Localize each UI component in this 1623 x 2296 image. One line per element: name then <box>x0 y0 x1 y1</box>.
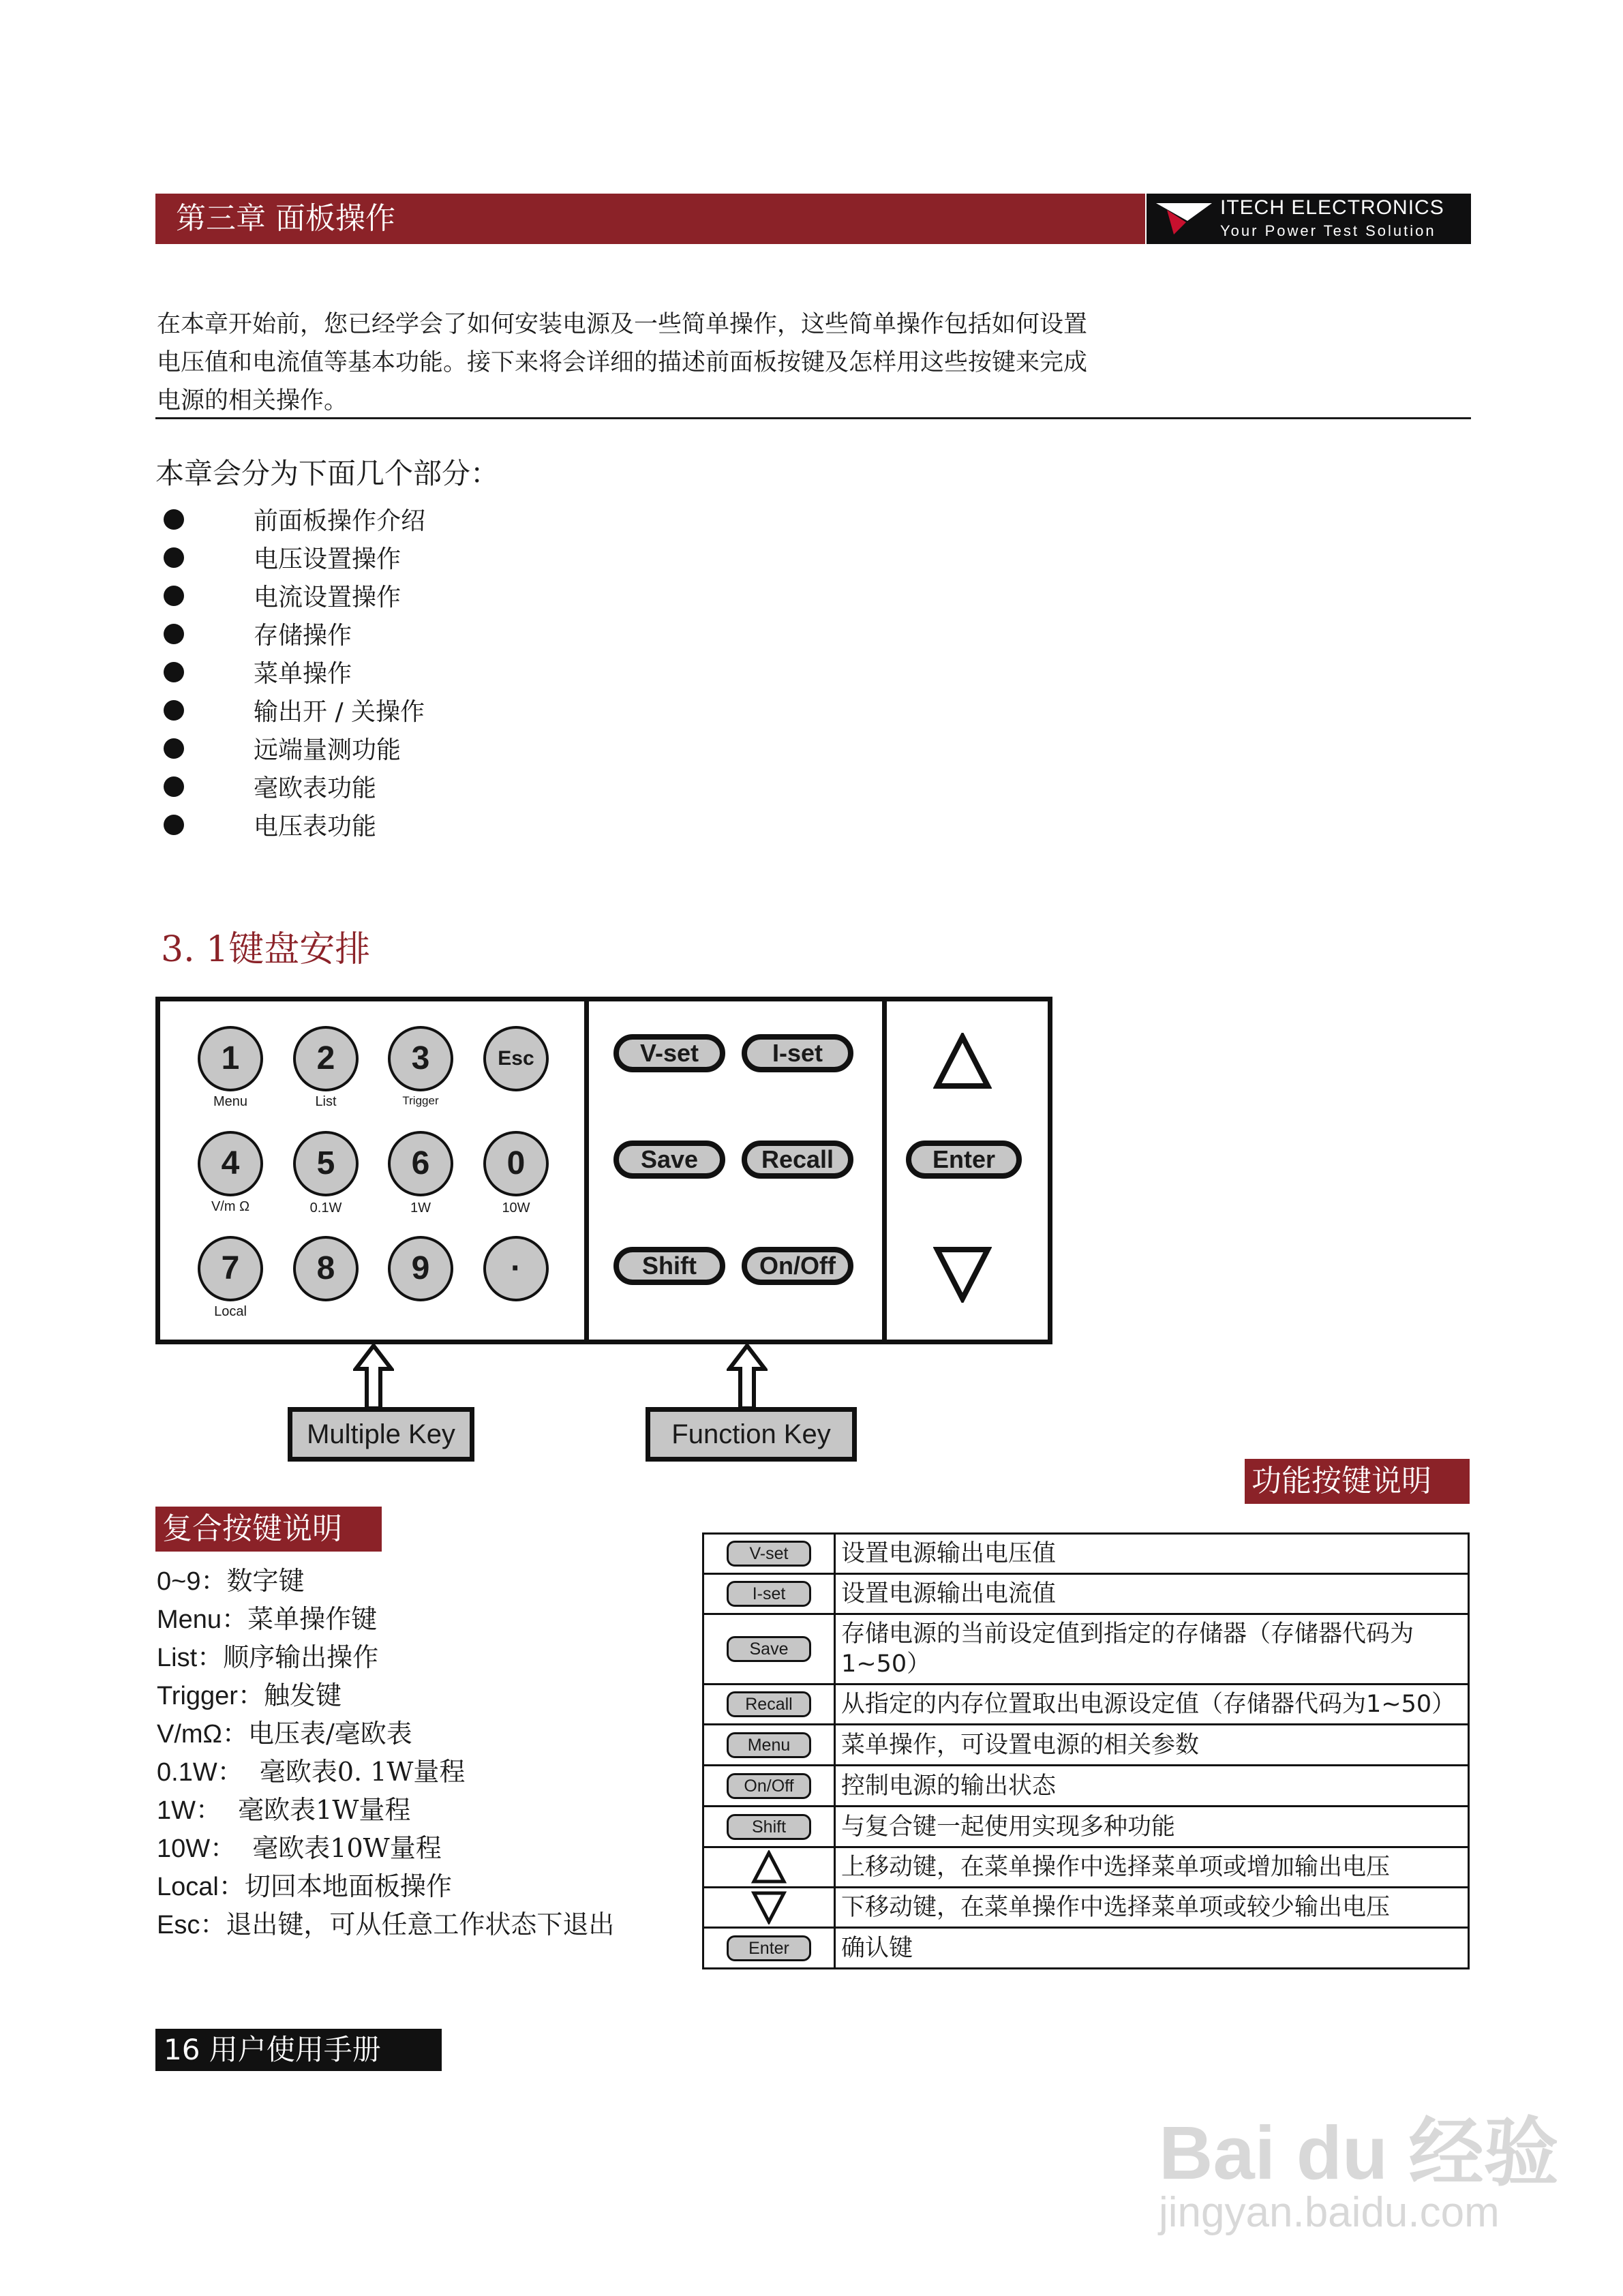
composite-key: List： <box>157 1644 224 1672</box>
key-label: Trigger <box>402 1094 439 1107</box>
brand-slogan: Your Power Test Solution <box>1220 222 1436 239</box>
key-label: 10W <box>502 1200 530 1215</box>
on-off-button[interactable]: On/Off <box>742 1247 853 1285</box>
composite-key: 1W： <box>157 1796 222 1825</box>
recall-key: Recall <box>727 1691 811 1717</box>
key-label: Local <box>214 1304 247 1319</box>
composite-item <box>157 1865 452 1903</box>
composite-item <box>157 1903 614 1941</box>
table-desc: 确认键 <box>835 1928 1469 1969</box>
on-off-key: On/Off <box>727 1773 811 1799</box>
composite-key: Menu： <box>157 1605 248 1634</box>
intro-line: 电源的相关操作。 <box>157 387 348 414</box>
bullet-icon <box>164 547 184 568</box>
key-esc[interactable]: Esc <box>483 1026 549 1091</box>
composite-item <box>157 1789 410 1826</box>
composite-desc: 毫欧表10W量程 <box>236 1833 442 1863</box>
composite-item <box>157 1598 377 1635</box>
key-6[interactable]: 6 <box>388 1131 453 1196</box>
function-key-panel <box>584 997 887 1344</box>
enter-button[interactable]: Enter <box>906 1141 1022 1179</box>
composite-desc: 电压表/毫欧表 <box>247 1719 412 1749</box>
key-3[interactable]: 3 <box>388 1026 453 1091</box>
table-key-cell <box>703 1614 835 1685</box>
table-key-cell <box>703 1685 835 1725</box>
sections-heading: 本章会分为下面几个部分： <box>155 457 500 490</box>
table-row <box>703 1725 1469 1766</box>
table-key-cell <box>703 1534 835 1574</box>
key-8[interactable]: 8 <box>293 1236 359 1301</box>
key-9[interactable]: 9 <box>388 1236 453 1301</box>
table-desc: 设置电源输出电流值 <box>835 1574 1469 1614</box>
up-arrow-icon[interactable] <box>933 1033 992 1090</box>
table-row <box>703 1888 1469 1928</box>
bullet-icon <box>164 776 184 797</box>
intro-line: 在本章开始前，您已经学会了如何安装电源及一些简单操作，这些简单操作包括如何设置 <box>157 311 1088 338</box>
table-desc: 与复合键一起使用实现多种功能 <box>835 1807 1469 1847</box>
composite-item <box>157 1674 342 1712</box>
table-key-cell <box>703 1847 835 1888</box>
watermark-logo: Bai du 经验 <box>1159 2111 1559 2195</box>
key-0[interactable]: 0 <box>483 1131 549 1196</box>
composite-desc: 毫欧表0. 1W量程 <box>243 1757 466 1787</box>
menu-key: Menu <box>727 1732 811 1758</box>
key-4[interactable]: 4 <box>198 1131 263 1196</box>
key-dot[interactable]: · <box>483 1236 549 1301</box>
key-label: 1W <box>410 1200 431 1215</box>
composite-key: 0.1W： <box>157 1758 243 1787</box>
down-arrow-icon <box>751 1890 787 1924</box>
bullet-icon <box>164 509 184 530</box>
function-key-table <box>702 1532 1470 1969</box>
list-item: 电压表功能 <box>254 813 377 841</box>
save-key: Save <box>727 1636 811 1662</box>
table-desc: 存储电源的当前设定值到指定的存储器（存储器代码为1~50） <box>835 1614 1469 1685</box>
bullet-icon <box>164 815 184 835</box>
shift-button[interactable]: Shift <box>613 1247 725 1285</box>
table-row <box>703 1685 1469 1725</box>
table-desc: 从指定的内存位置取出电源设定值（存储器代码为1~50） <box>835 1685 1469 1725</box>
v-set-button[interactable]: V-set <box>613 1034 725 1072</box>
key-label: V/m Ω <box>211 1199 250 1214</box>
composite-title: 复合按键说明 <box>155 1507 382 1552</box>
table-row <box>703 1928 1469 1969</box>
composite-key: 0~9： <box>157 1567 227 1596</box>
brand-name: ITECH ELECTRONICS <box>1220 196 1444 219</box>
shift-key: Shift <box>727 1814 811 1840</box>
table-key-cell <box>703 1766 835 1807</box>
list-item: 远端量测功能 <box>254 736 401 764</box>
bullet-icon <box>164 624 184 644</box>
bullet-icon <box>164 738 184 759</box>
key-1[interactable]: 1 <box>198 1026 263 1091</box>
composite-desc: 数字键 <box>226 1566 305 1596</box>
multiple-key-callout: Multiple Key <box>288 1407 474 1462</box>
function-key-callout: Function Key <box>646 1407 857 1462</box>
i-set-key: I-set <box>727 1581 811 1607</box>
key-label: 0.1W <box>309 1200 342 1215</box>
function-table-title: 功能按键说明 <box>1245 1459 1470 1504</box>
divider <box>155 417 1471 419</box>
watermark-url: jingyan.baidu.com <box>1159 2189 1500 2236</box>
bullet-icon <box>164 700 184 721</box>
bullet-icon <box>164 586 184 606</box>
composite-key: 10W： <box>157 1834 237 1863</box>
table-key-cell <box>703 1725 835 1766</box>
table-desc: 上移动键，在菜单操作中选择菜单项或增加输出电压 <box>835 1847 1469 1888</box>
up-arrow-icon <box>751 1850 787 1884</box>
composite-desc: 菜单操作键 <box>247 1604 378 1634</box>
key-label: Menu <box>213 1094 248 1109</box>
itech-logo-icon <box>1153 200 1215 237</box>
enter-key: Enter <box>727 1935 811 1961</box>
key-7[interactable]: 7 <box>198 1236 263 1301</box>
page-footer: 16 用户使用手册 <box>164 2033 381 2066</box>
key-label: List <box>315 1094 337 1109</box>
composite-key: V/mΩ： <box>157 1720 248 1749</box>
table-desc: 下移动键，在菜单操作中选择菜单项或较少输出电压 <box>835 1888 1469 1928</box>
recall-button[interactable]: Recall <box>742 1141 853 1179</box>
table-row <box>703 1847 1469 1888</box>
bullet-icon <box>164 662 184 682</box>
list-item: 存储操作 <box>254 622 352 650</box>
table-desc: 设置电源输出电压值 <box>835 1534 1469 1574</box>
table-row <box>703 1534 1469 1574</box>
table-row <box>703 1614 1469 1685</box>
table-row <box>703 1807 1469 1847</box>
save-button[interactable]: Save <box>613 1141 725 1179</box>
composite-desc: 退出键，可从任意工作状态下退出 <box>226 1909 615 1939</box>
composite-key: Local： <box>157 1873 245 1901</box>
chapter-title: 第三章 面板操作 <box>176 201 395 236</box>
multiple-key-panel <box>155 997 589 1344</box>
composite-item <box>157 1712 412 1750</box>
composite-item <box>157 1827 442 1864</box>
composite-desc: 顺序输出操作 <box>223 1642 379 1672</box>
list-item: 电流设置操作 <box>254 584 401 611</box>
composite-key: Esc： <box>157 1911 226 1939</box>
callout-arrow-icon <box>727 1343 768 1411</box>
composite-desc: 毫欧表1W量程 <box>222 1795 411 1825</box>
key-2[interactable]: 2 <box>293 1026 359 1091</box>
table-key-cell <box>703 1888 835 1928</box>
key-5[interactable]: 5 <box>293 1131 359 1196</box>
table-desc: 控制电源的输出状态 <box>835 1766 1469 1807</box>
table-row <box>703 1766 1469 1807</box>
list-item: 毫欧表功能 <box>254 774 377 802</box>
section-heading: 3. 1键盘安排 <box>161 929 371 970</box>
navigation-panel <box>882 997 1052 1344</box>
table-desc: 菜单操作，可设置电源的相关参数 <box>835 1725 1469 1766</box>
list-item: 前面板操作介绍 <box>254 507 426 535</box>
composite-key: Trigger： <box>157 1682 264 1710</box>
table-row <box>703 1574 1469 1614</box>
v-set-key: V-set <box>727 1541 811 1567</box>
list-item: 菜单操作 <box>254 660 352 688</box>
composite-desc: 切回本地面板操作 <box>244 1871 452 1901</box>
down-arrow-icon[interactable] <box>933 1245 992 1303</box>
table-key-cell <box>703 1574 835 1614</box>
composite-item <box>157 1751 465 1788</box>
table-key-cell <box>703 1928 835 1969</box>
intro-line: 电压值和电流值等基本功能。接下来将会详细的描述前面板按键及怎样用这些按键来完成 <box>157 349 1088 376</box>
list-item: 电压设置操作 <box>254 545 401 573</box>
composite-item <box>157 1636 378 1674</box>
composite-item <box>157 1560 304 1597</box>
callout-arrow-icon <box>353 1343 394 1411</box>
i-set-button[interactable]: I-set <box>742 1034 853 1072</box>
composite-desc: 触发键 <box>263 1680 342 1710</box>
list-item: 输出开 / 关操作 <box>254 698 425 726</box>
table-key-cell <box>703 1807 835 1847</box>
